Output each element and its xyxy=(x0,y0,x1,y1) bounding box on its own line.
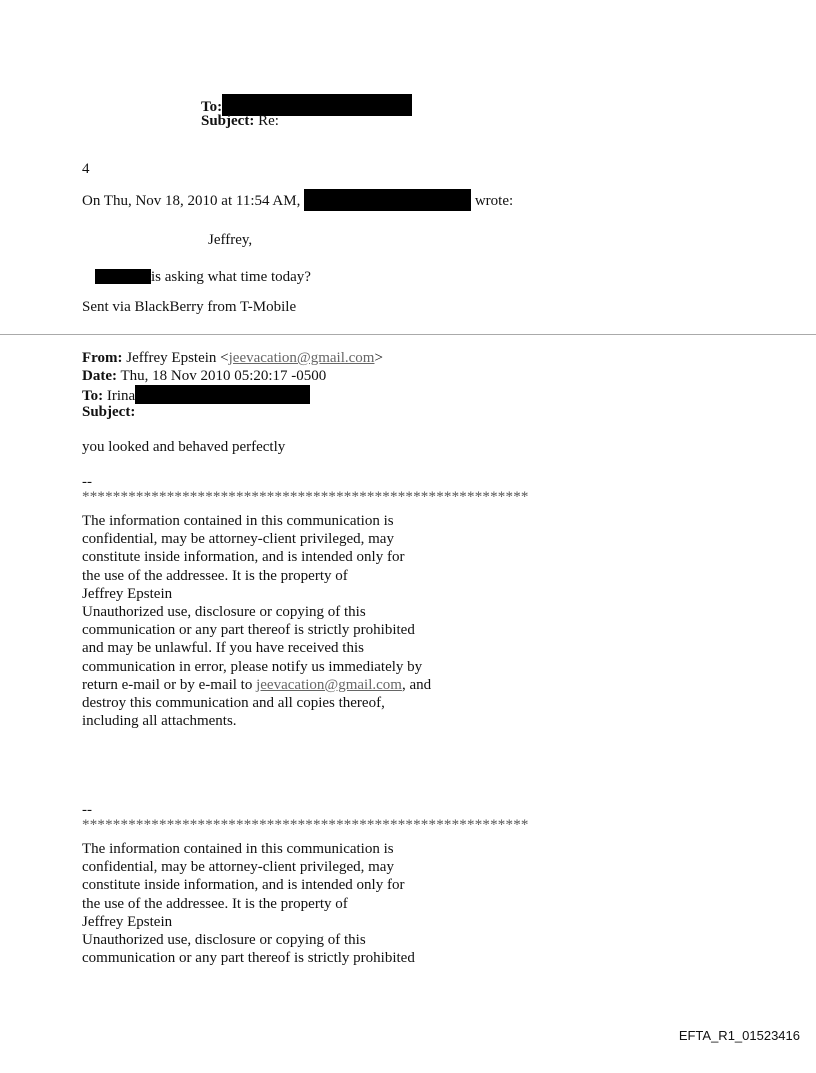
disclaimer-line: Unauthorized use, disclosure or copying of this xyxy=(82,932,366,949)
disclaimer-line: The information contained in this communication is xyxy=(82,841,394,857)
disclaimer-1 xyxy=(82,512,431,730)
disclaimer-line: Jeffrey Epstein xyxy=(82,913,173,930)
document-id-footer: EFTA_R1_01523416 xyxy=(678,1028,800,1043)
date-value: Thu, 18 Nov 2010 05:20:17 -0500 xyxy=(120,368,327,384)
disclaimer-line: including all attachments. xyxy=(82,713,237,730)
disclaimer-line: Jeffrey Epstein xyxy=(82,585,173,602)
reply-subject-line xyxy=(201,112,279,130)
return-suffix: , and xyxy=(401,676,432,693)
disclaimer-line: constitute inside information, and is intended only for xyxy=(82,877,405,894)
divider xyxy=(0,334,816,335)
signature-stars: ********************************************************** xyxy=(82,489,529,505)
disclaimer-line: Unauthorized use, disclosure or copying of this xyxy=(82,604,366,621)
quote-greeting: Jeffrey, xyxy=(208,232,253,248)
quote-signature: Sent via BlackBerry from T-Mobile xyxy=(82,299,297,315)
subject-label: Subject: xyxy=(82,404,136,420)
redaction-bar xyxy=(304,189,471,211)
quote-message-text: is asking what time today? xyxy=(151,269,311,285)
disclaimer-line: destroy this communication and all copies thereof, xyxy=(82,695,385,712)
signature-dashes: -- xyxy=(82,474,92,490)
quote-intro xyxy=(82,189,513,211)
disclaimer-line: confidential, may be attorney-client privileged, may xyxy=(82,531,394,548)
disclaimer-line: communication or any part thereof is strictly prohibited xyxy=(82,622,415,639)
to-value: Irina xyxy=(106,388,136,404)
disclaimer-line: and may be unlawful. If you have received this xyxy=(82,640,364,657)
quote-intro-text: On Thu, Nov 18, 2010 at 11:54 AM, xyxy=(82,193,305,209)
original-subject xyxy=(82,403,135,421)
return-prefix: return e-mail or by e-mail to xyxy=(82,676,257,693)
subject-label: Subject: xyxy=(201,113,255,129)
from-name: Jeffrey Epstein < xyxy=(126,350,229,366)
from-close: > xyxy=(374,350,383,366)
redaction-bar xyxy=(95,269,151,284)
disclaimer-2 xyxy=(82,840,415,967)
redaction-bar xyxy=(135,385,310,404)
original-to xyxy=(82,385,310,405)
disclaimer-line: communication in error, please notify us immediately by xyxy=(82,658,423,675)
from-email-link[interactable]: jeevacation@gmail.com xyxy=(228,350,375,366)
disclaimer-line: constitute inside information, and is intended only for xyxy=(82,549,405,566)
subject-value: Re: xyxy=(258,113,279,129)
original-from xyxy=(82,349,383,367)
disclaimer-line: The information contained in this communication is xyxy=(82,513,394,529)
signature-dashes: -- xyxy=(82,802,92,818)
date-label: Date: xyxy=(82,368,117,384)
disclaimer-line: the use of the addressee. It is the property of xyxy=(82,895,348,912)
quote-message xyxy=(95,268,311,286)
disclaimer-line xyxy=(82,676,431,694)
original-date xyxy=(82,367,326,385)
disclaimer-line: communication or any part thereof is strictly prohibited xyxy=(82,950,415,967)
to-label: To: xyxy=(201,99,223,115)
reply-body: 4 xyxy=(82,161,90,177)
from-label: From: xyxy=(82,350,123,366)
signature-stars: ********************************************************** xyxy=(82,817,529,833)
original-body: you looked and behaved perfectly xyxy=(82,439,286,455)
quote-intro-suffix: wrote: xyxy=(471,193,514,209)
disclaimer-line: the use of the addressee. It is the property of xyxy=(82,567,348,584)
return-email-link[interactable]: jeevacation@gmail.com xyxy=(256,676,402,693)
to-label: To: xyxy=(82,388,104,404)
disclaimer-line: confidential, may be attorney-client privileged, may xyxy=(82,859,394,876)
